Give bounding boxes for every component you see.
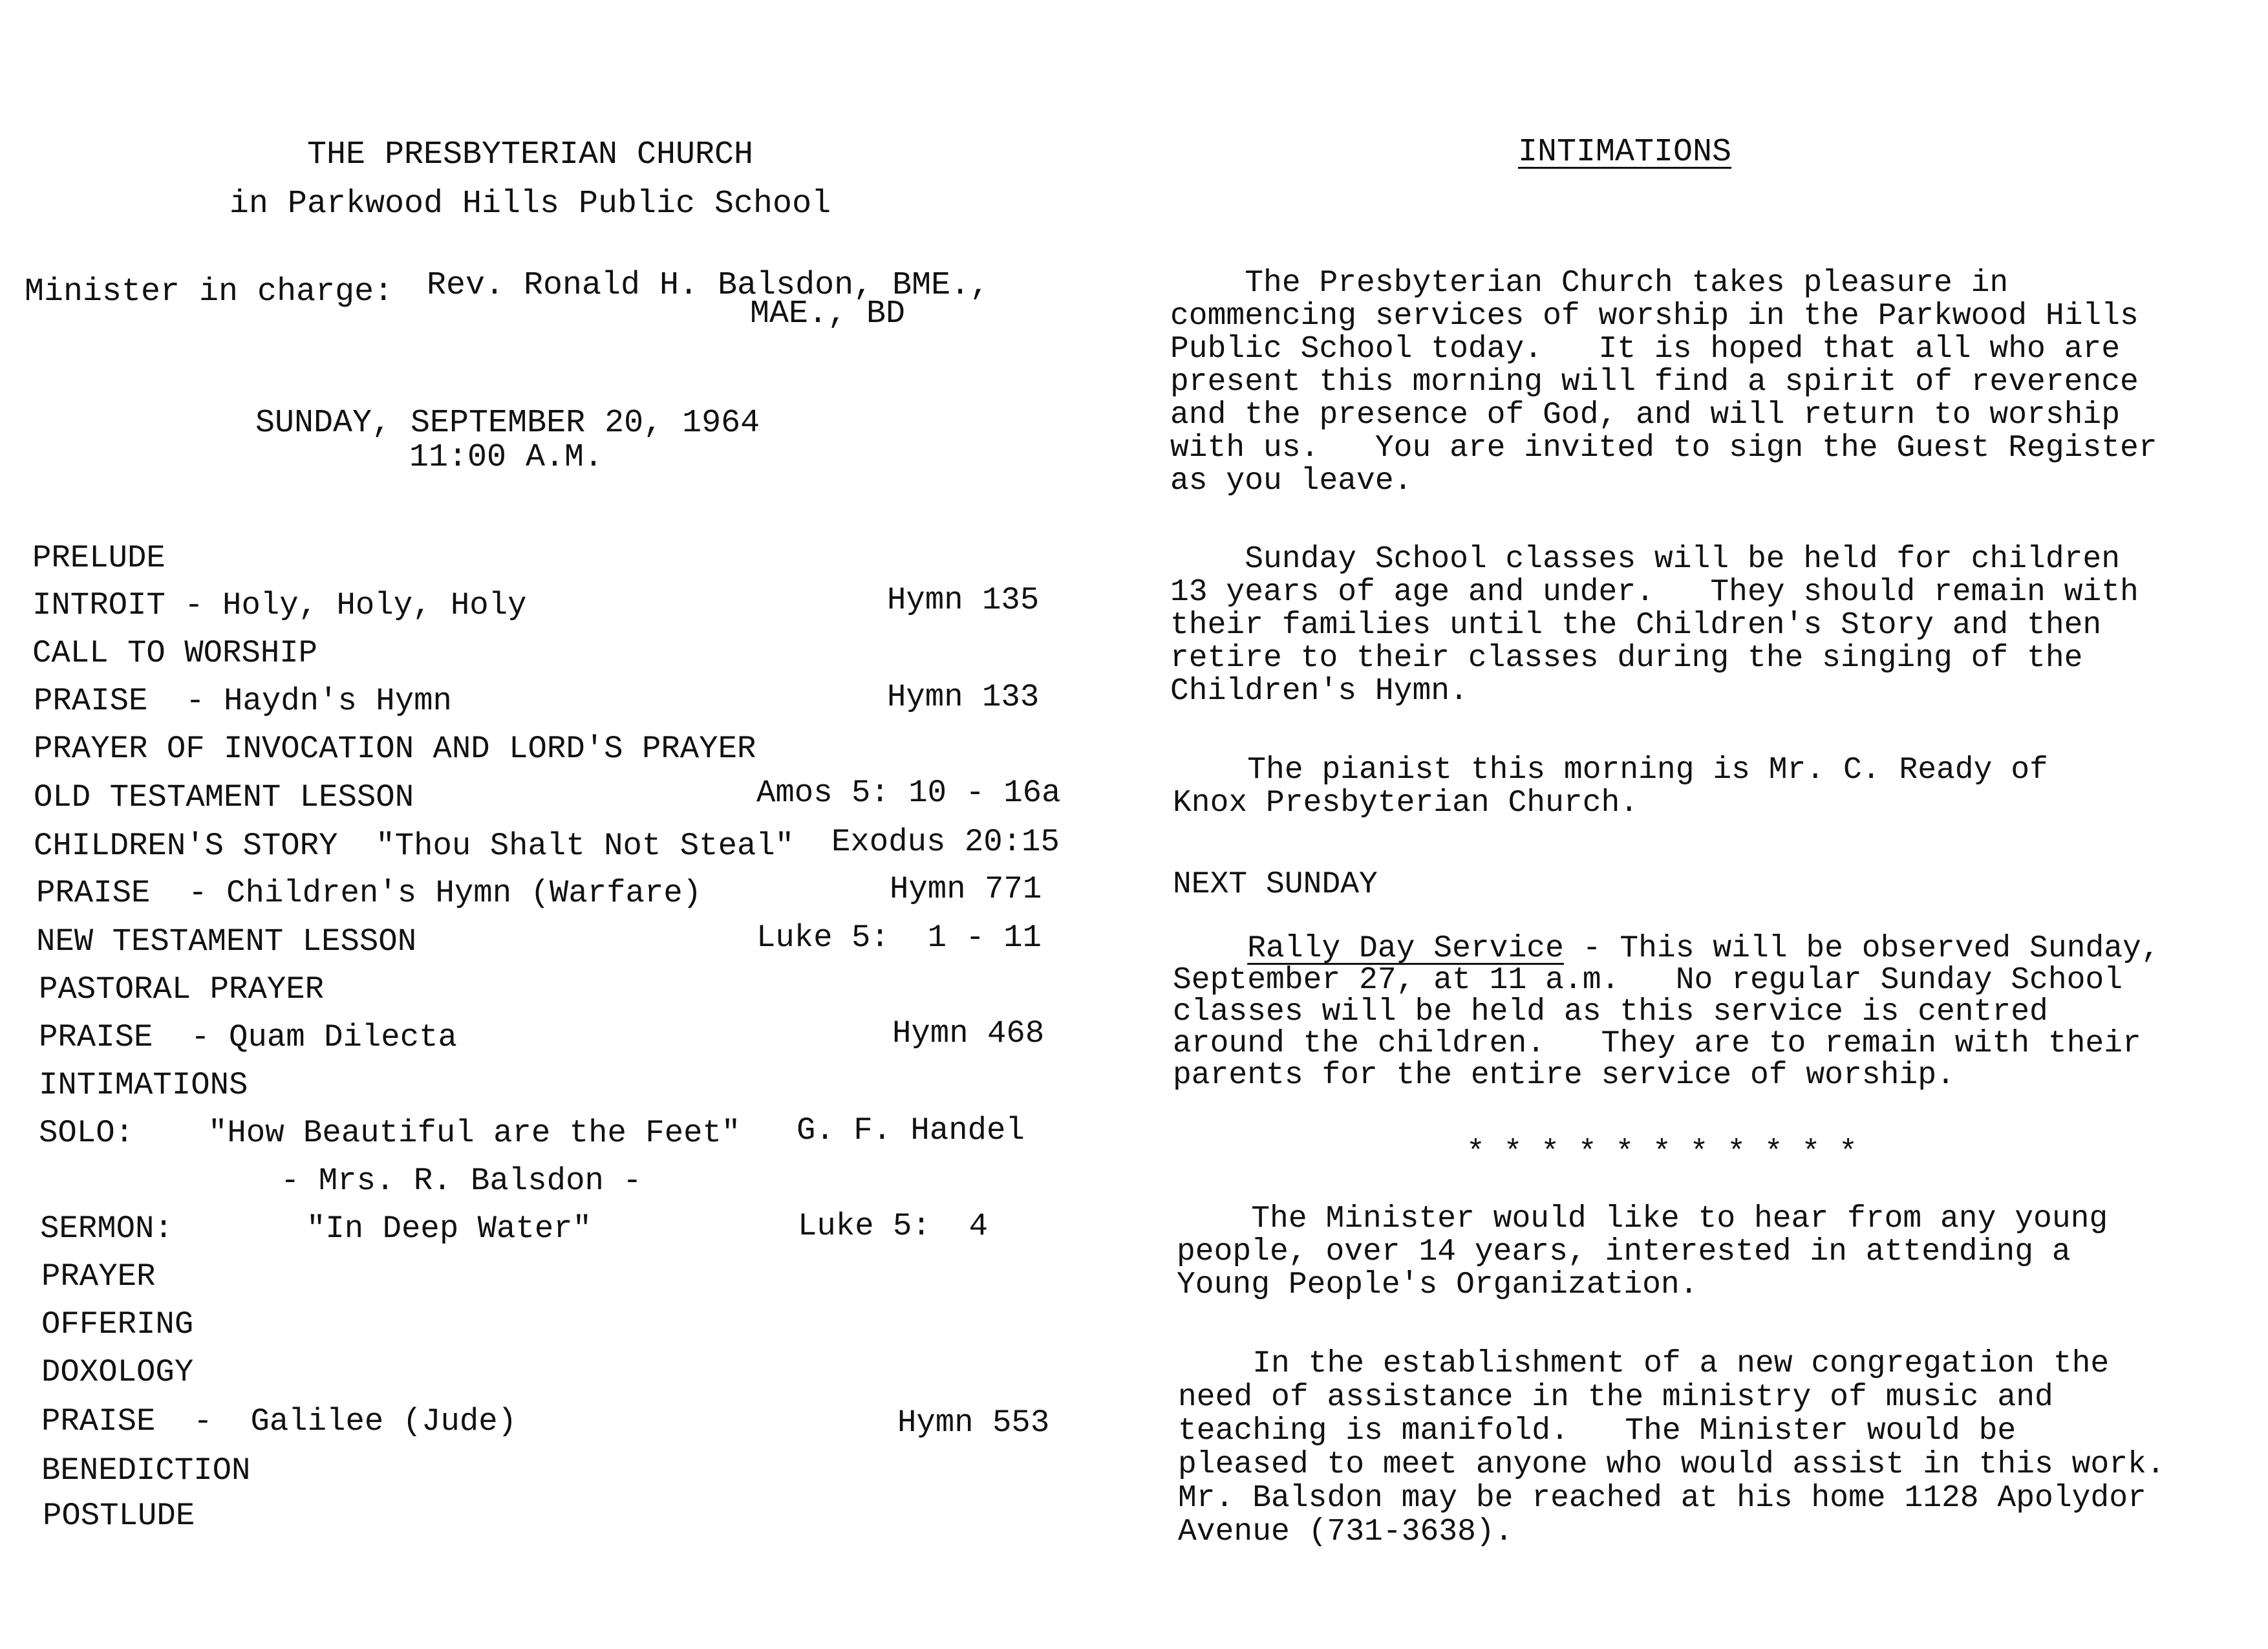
introit-hymn-ref: Hymn 135 xyxy=(887,582,1040,618)
minister-name: Rev. Ronald H. Balsdon, BME., xyxy=(427,267,990,304)
church-title: THE PRESBYTERIAN CHURCH xyxy=(306,136,754,173)
paragraph-line: their families until the Children's Story and then xyxy=(1170,608,2102,643)
order-introit: INTROIT - Holy, Holy, Holy xyxy=(32,587,527,623)
church-location: in Parkwood Hills Public School xyxy=(229,186,831,222)
paragraph-line: parents for the entire service of worship. xyxy=(1173,1058,1955,1093)
order-childrens-story: CHILDREN'S STORY "Thou Shalt Not Steal" xyxy=(34,828,795,864)
paragraph-line: Avenue (731-3638). xyxy=(1178,1514,1514,1549)
order-offering: OFFERING xyxy=(41,1306,194,1342)
order-benediction: BENEDICTION xyxy=(41,1452,251,1489)
order-call-to-worship: CALL TO WORSHIP xyxy=(32,635,318,671)
paragraph-line: In the establishment of a new congregation the xyxy=(1178,1346,2110,1381)
next-sunday-heading: NEXT SUNDAY xyxy=(1173,867,1378,902)
paragraph-line: classes will be held as this service is centred xyxy=(1173,995,2048,1029)
paragraph-line: Knox Presbyterian Church. xyxy=(1173,786,1639,821)
minister-label: Minister in charge: xyxy=(25,274,394,310)
order-prayer: PRAYER xyxy=(41,1258,156,1295)
order-pastoral-prayer: PASTORAL PRAYER xyxy=(39,971,325,1008)
order-praise-haydn: PRAISE - Haydn's Hymn xyxy=(34,683,452,719)
rally-day-title: Rally Day Service xyxy=(1247,931,1564,966)
order-sermon-label: SERMON: xyxy=(40,1211,173,1247)
paragraph-line xyxy=(1173,932,2160,965)
paragraph-line: pleased to meet anyone who would assist in this work. xyxy=(1178,1447,2165,1482)
paragraph-line: Sunday School classes will be held for children xyxy=(1170,542,2121,577)
order-ot-lesson: OLD TESTAMENT LESSON xyxy=(34,779,414,815)
paragraph-line: need of assistance in the ministry of music and xyxy=(1178,1380,2053,1415)
paragraph-line: Public School today. It is hoped that all who are xyxy=(1170,332,2121,367)
childrens-story-ref: Exodus 20:15 xyxy=(831,824,1060,860)
service-date: SUNDAY, SEPTEMBER 20, 1964 xyxy=(255,405,760,442)
paragraph-line: commencing services of worship in the Parkwood Hills xyxy=(1170,299,2139,334)
order-praise-childrens-hymn: PRAISE - Children's Hymn (Warfare) xyxy=(36,875,702,911)
order-prelude: PRELUDE xyxy=(32,540,166,576)
paragraph-line: The pianist this morning is Mr. C. Ready of xyxy=(1173,753,2048,788)
paragraph-line: teaching is manifold. The Minister would be xyxy=(1178,1414,2017,1449)
nt-lesson-ref: Luke 5: 1 - 11 xyxy=(756,920,1042,956)
order-invocation: PRAYER OF INVOCATION AND LORD'S PRAYER xyxy=(34,731,756,767)
paragraph-line: The Minister would like to hear from any young xyxy=(1177,1202,2108,1236)
solo-title: "How Beautiful are the Feet" xyxy=(208,1115,741,1151)
sermon-ref: Luke 5: 4 xyxy=(798,1208,989,1244)
paragraph-line: Young People's Organization. xyxy=(1177,1267,1698,1302)
order-nt-lesson: NEW TESTAMENT LESSON xyxy=(36,923,417,960)
praise-quam-dilecta-ref: Hymn 468 xyxy=(892,1015,1045,1051)
paragraph-line: people, over 14 years, interested in attending a xyxy=(1177,1234,2071,1269)
order-praise-galilee: PRAISE - Galilee (Jude) xyxy=(41,1403,517,1439)
paragraph-line: and the presence of God, and will return to worship xyxy=(1170,398,2121,433)
paragraph-line: Children's Hymn. xyxy=(1170,674,1468,709)
paragraph-line: The Presbyterian Church takes pleasure in xyxy=(1170,266,2009,301)
order-postlude: POSTLUDE xyxy=(43,1498,195,1534)
paragraph-line: present this morning will find a spirit of reverence xyxy=(1170,365,2139,400)
paragraph-line: 13 years of age and under. They should remain with xyxy=(1170,575,2139,610)
minister-degrees: MAE., BD xyxy=(750,296,906,332)
service-time: 11:00 A.M. xyxy=(409,439,604,476)
paragraph-line: Mr. Balsdon may be reached at his home 1128 Apolydor xyxy=(1178,1481,2146,1516)
paragraph-line: as you leave. xyxy=(1170,464,1413,499)
praise-childrens-hymn-ref: Hymn 771 xyxy=(890,871,1042,907)
paragraph-line: around the children. They are to remain with their xyxy=(1173,1026,2141,1061)
order-intimations: INTIMATIONS xyxy=(39,1067,248,1103)
order-praise-quam-dilecta: PRAISE - Quam Dilecta xyxy=(39,1019,457,1055)
ot-lesson-ref: Amos 5: 10 - 16a xyxy=(756,775,1061,811)
praise-haydn-hymn-ref: Hymn 133 xyxy=(887,679,1040,715)
order-solo-label: SOLO: xyxy=(39,1115,134,1151)
solo-composer: G. F. Handel xyxy=(797,1112,1025,1148)
paragraph-line: with us. You are invited to sign the Guest Register xyxy=(1170,431,2157,466)
rally-day-first-line: - This will be observed Sunday, xyxy=(1563,931,2160,966)
intimations-heading: INTIMATIONS xyxy=(1518,134,1732,171)
soloist: - Mrs. R. Balsdon - xyxy=(281,1163,642,1199)
order-doxology: DOXOLOGY xyxy=(41,1354,194,1390)
asterisk-separator: * * * * * * * * * * * xyxy=(1466,1136,1857,1170)
paragraph-line: September 27, at 11 a.m. No regular Sunday School xyxy=(1173,963,2123,998)
sermon-title: "In Deep Water" xyxy=(306,1211,592,1247)
paragraph-line: retire to their classes during the singing of the xyxy=(1170,641,2083,676)
praise-galilee-ref: Hymn 553 xyxy=(897,1405,1050,1441)
